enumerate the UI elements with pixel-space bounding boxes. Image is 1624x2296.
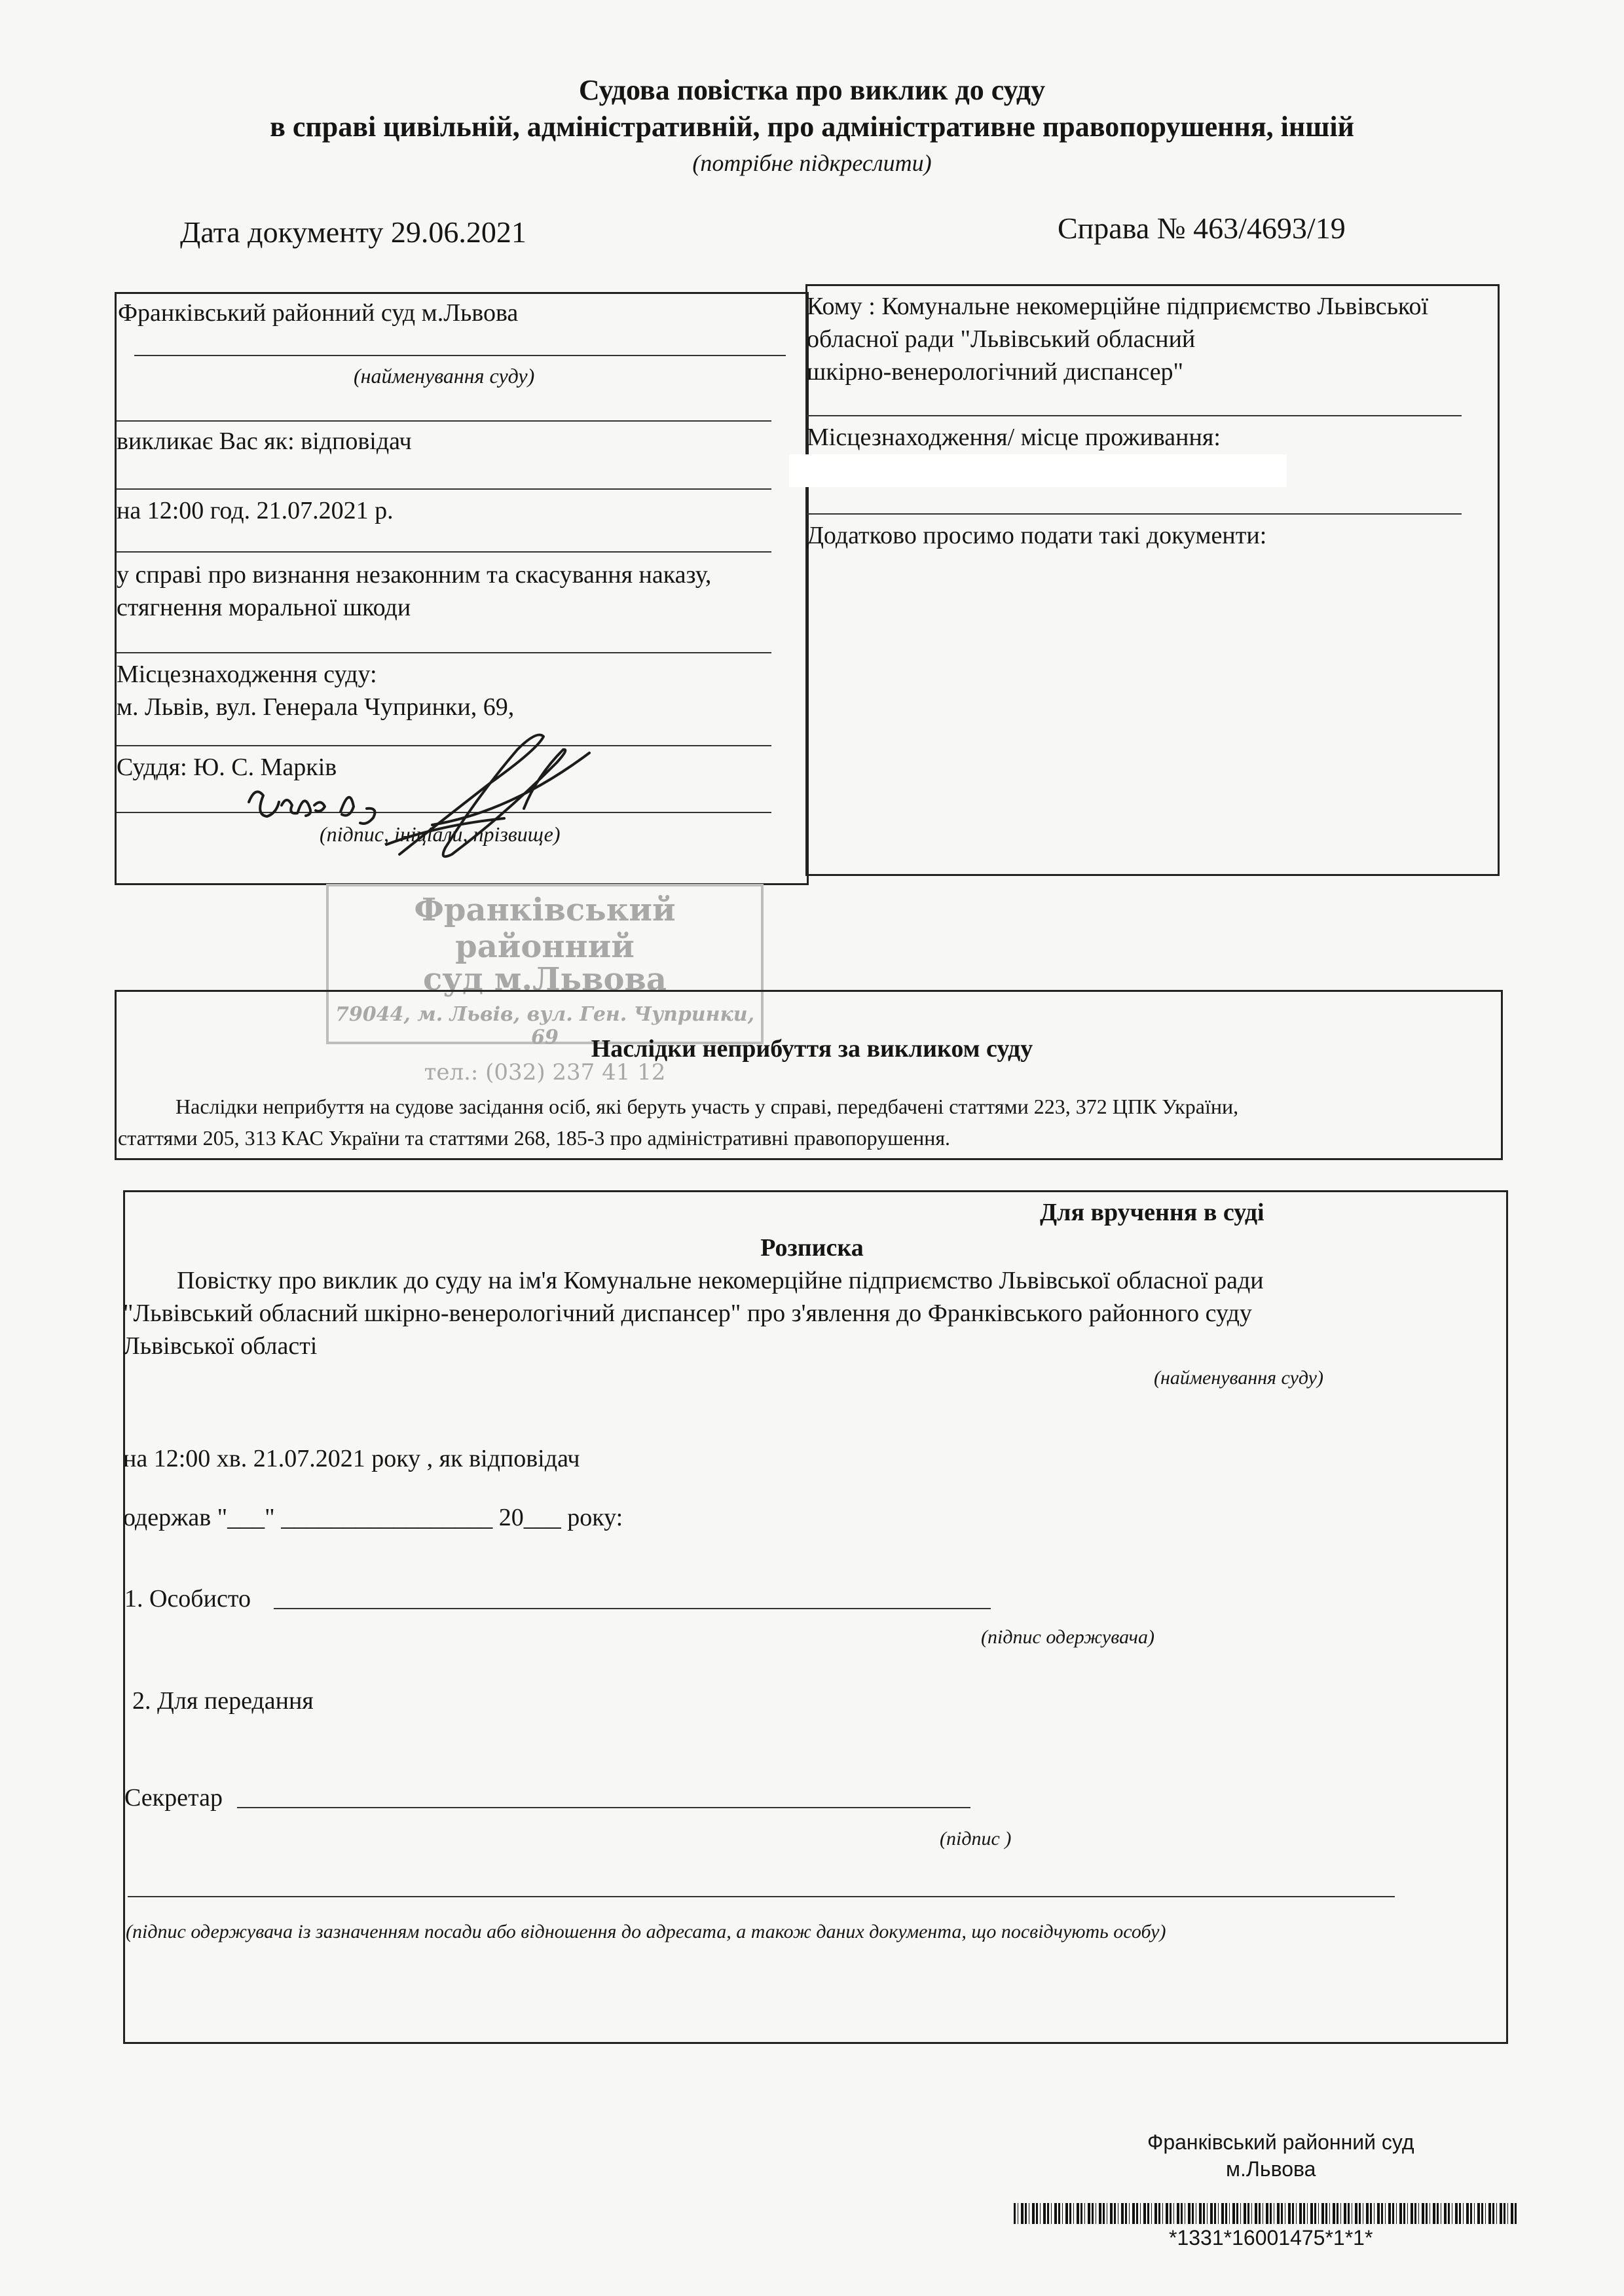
court-location-value: м. Львів, вул. Генерала Чупринки, 69, <box>117 693 515 721</box>
transfer-label: 2. Для передання <box>132 1687 314 1715</box>
divider <box>117 652 771 653</box>
title-note: (потрібне підкреслити) <box>692 150 932 176</box>
summons-role: викликає Вас як: відповідач <box>117 428 412 455</box>
secretary-signature-line <box>237 1807 970 1808</box>
stamp-line1: Франківський районний <box>414 892 676 965</box>
hearing-time: на 12:00 год. 21.07.2021 р. <box>117 497 394 524</box>
case-subject-line1: у справі про визнання незаконним та скасування наказу, <box>117 561 712 589</box>
recipient-line3: шкірно-венерологічний диспансер" <box>807 358 1184 386</box>
barcode-text: *1331*16001475*1*1* <box>1169 2226 1373 2250</box>
court-location-label: Місцезнаходження суду: <box>117 661 377 688</box>
recipient-line2: обласної ради "Львівський обласний <box>807 325 1196 353</box>
recipient-line1: Кому : Комунальне некомерційне підприємство Львівської <box>807 293 1429 320</box>
signature-caption: (підпис, ініціали, прізвище) <box>320 822 561 846</box>
receipt-text-line1: Повістку про виклик до суду на ім'я Комунальне некомерційне підприємство Львівської обласної ради <box>177 1267 1264 1294</box>
receipt-court-caption: (найменування суду) <box>1154 1367 1323 1389</box>
footer-court-line1: Франківський районний суд <box>1147 2130 1414 2154</box>
receipt-text-line3: Львівської області <box>123 1332 318 1360</box>
case-subject-line2: стягнення моральної шкоди <box>117 594 411 621</box>
redacted-address <box>789 454 1287 487</box>
secretary-label: Секретар <box>124 1784 223 1812</box>
case-number: Справа № 463/4693/19 <box>1058 211 1346 245</box>
divider <box>117 551 771 553</box>
receipt-time: на 12:00 хв. 21.07.2021 року , як відповідач <box>123 1445 580 1472</box>
additional-documents-label: Додатково просимо подати такі документи: <box>807 522 1267 549</box>
divider <box>807 513 1462 515</box>
stamp-line3: 79044, м. Львів, вул. Ген. Чупринки, 69 <box>335 1003 755 1049</box>
receipt-title: Розписка <box>760 1234 864 1262</box>
page-title-line1: Судова повістка про виклик до суду <box>578 74 1046 106</box>
divider <box>117 488 771 490</box>
court-name-caption: (найменування суду) <box>354 364 535 388</box>
consequences-title: Наслідки неприбуття за викликом суду <box>591 1035 1033 1063</box>
divider <box>134 355 786 356</box>
divider <box>807 415 1462 416</box>
received-date: одержав "___" _________________ 20___ року: <box>123 1504 623 1531</box>
page-title-line2: в справі цивільній, адміністративній, про адміністративне правопорушення, іншій <box>270 111 1354 143</box>
judge-name: Суддя: Ю. С. Марків <box>117 754 337 781</box>
divider <box>117 420 771 422</box>
stamp-line2: суд м.Львова <box>423 961 667 998</box>
document-date: Дата документу 29.06.2021 <box>180 215 526 249</box>
signature-line <box>274 1608 991 1609</box>
consequences-text-line2: статтями 205, 313 КАС України та статтями 268, 185-3 про адміністративні правопорушення. <box>118 1126 951 1150</box>
secretary-signature-caption: (підпис ) <box>940 1828 1012 1850</box>
court-name: Франківський районний суд м.Львова <box>118 299 519 327</box>
residence-label: Місцезнаходження/ місце проживання: <box>807 424 1221 451</box>
receipt-text-line2: "Львівський обласний шкірно-венерологічний диспансер" про з'явлення до Франківського районного суду <box>123 1300 1252 1327</box>
consequences-text-line1: Наслідки неприбуття на судове засідання осіб, які беруть участь у справі, передбачені статтями 223, 372 ЦПК України, <box>175 1095 1239 1118</box>
bottom-caption: (підпис одержувача із зазначенням посади або відношення до адресата, а також даних документа, що посвідчують особу) <box>126 1921 1166 1942</box>
footer-court-line2: м.Львова <box>1226 2157 1316 2181</box>
for-court-label: Для вручення в суді <box>1040 1199 1264 1226</box>
stamp-line4: тел.: (032) 237 41 12 <box>424 1059 666 1085</box>
divider <box>128 1896 1395 1897</box>
recipient-signature-caption: (підпис одержувача) <box>981 1626 1154 1648</box>
barcode <box>1014 2203 1517 2224</box>
personally-label: 1. Особисто <box>124 1585 251 1613</box>
handwritten-signature <box>236 707 694 877</box>
